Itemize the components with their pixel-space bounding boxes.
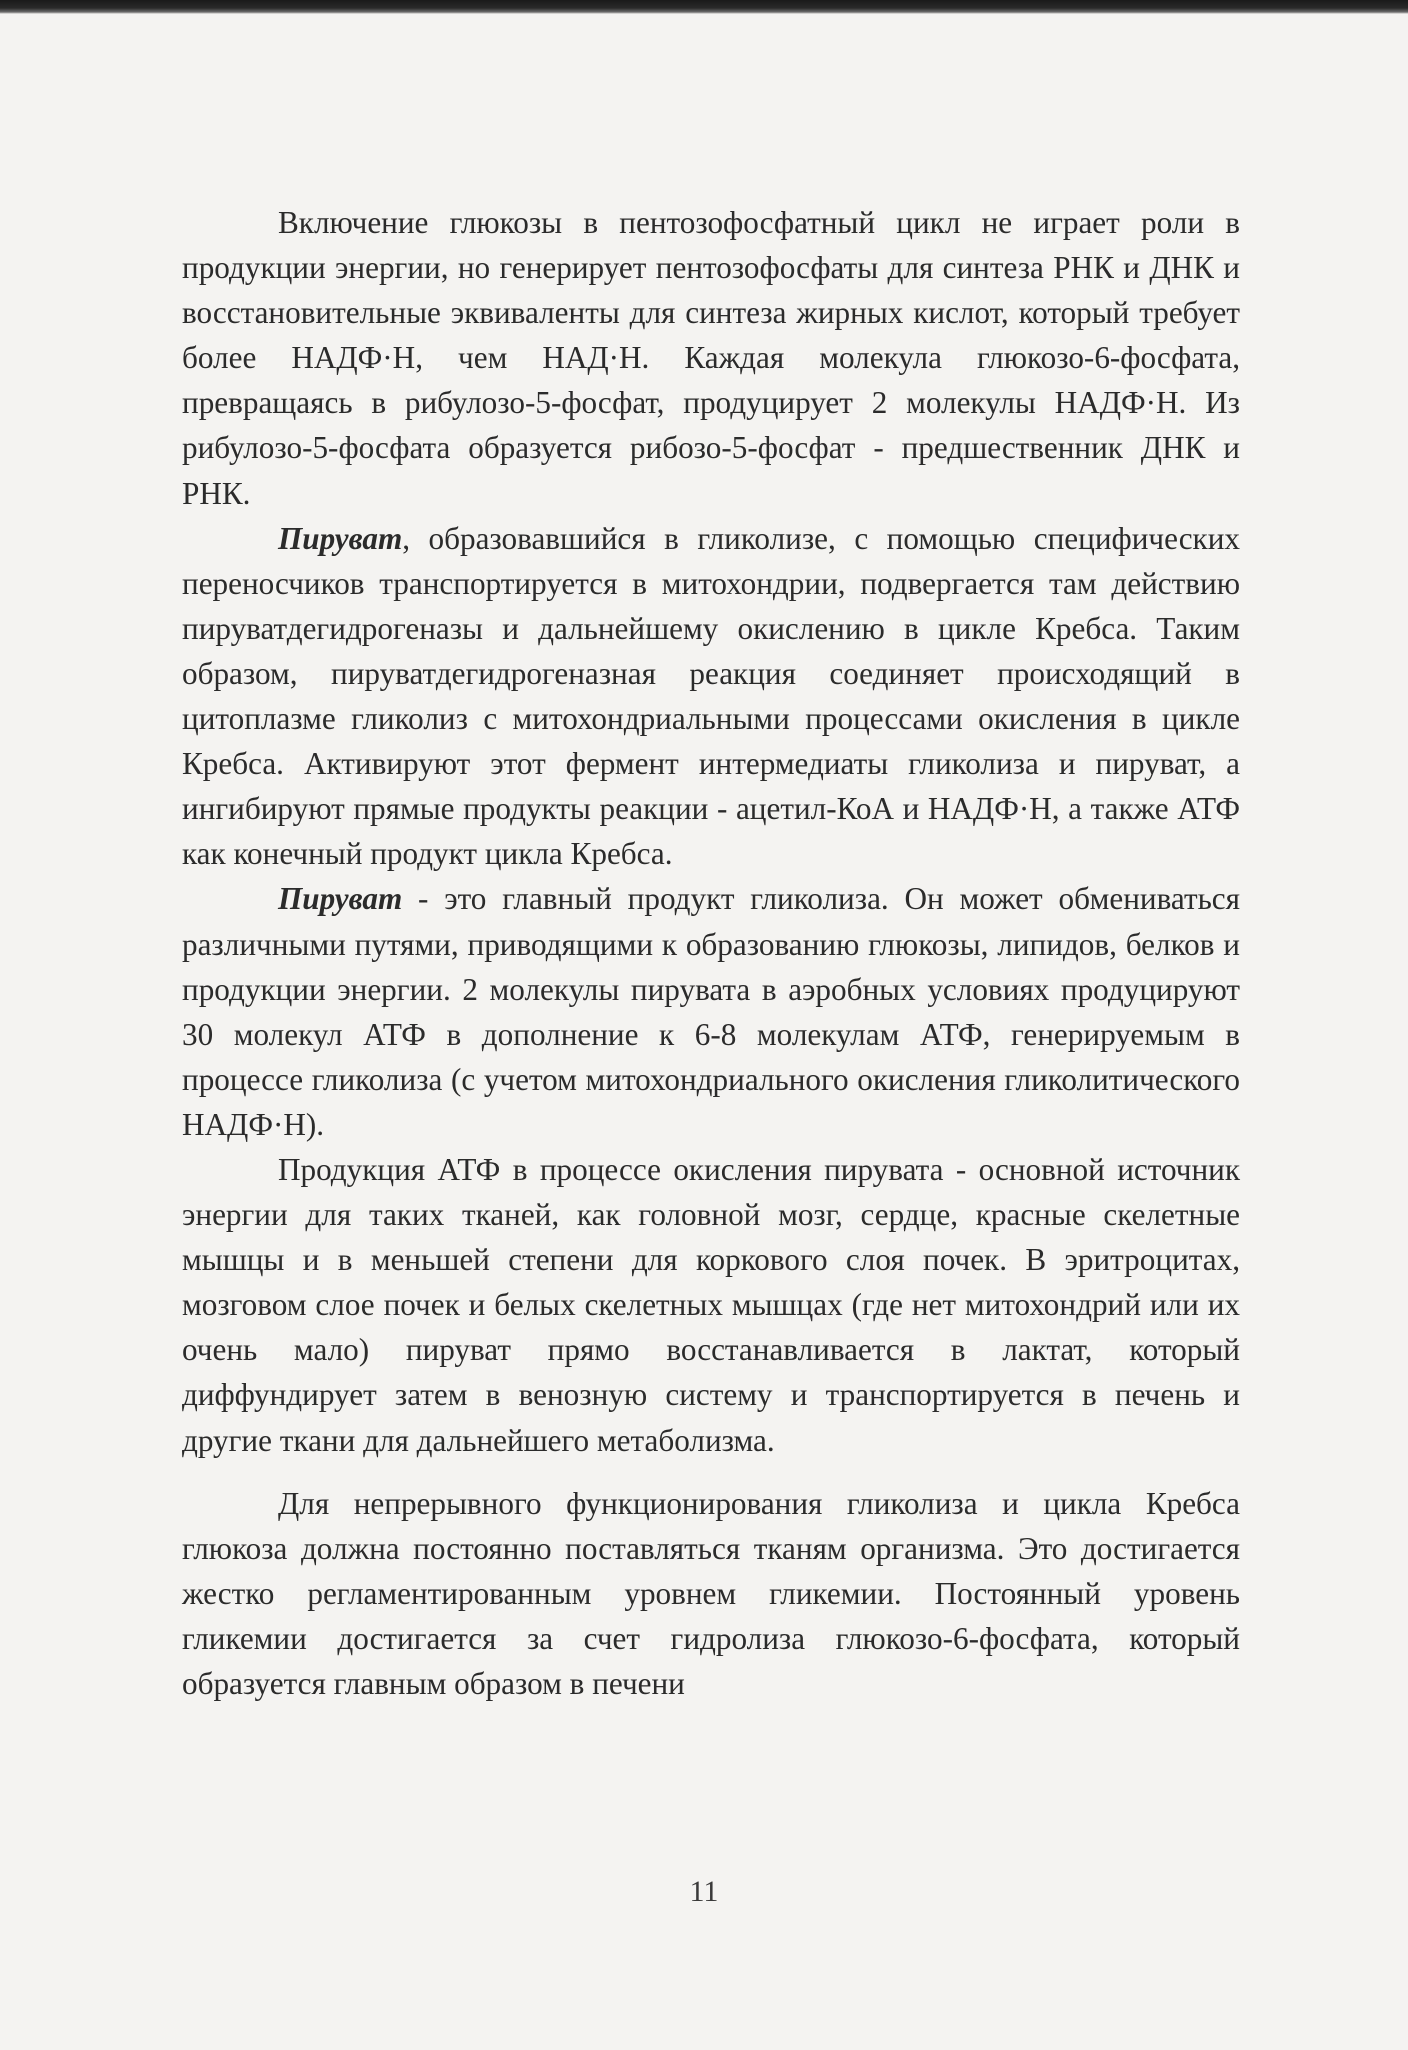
paragraph-text: Продукция АТФ в процессе окисления пирувата - основной источник энергии для таких тканей, как головной мозг, сердце, красные скелетные мышцы и в меньшей степени для коркового слоя почек. В эритроцитах, мозговом слое почек и белых скелетных мышцах (где нет митохондрий или их очень мало) пируват прямо восстанавливается в лактат, который диффундирует затем в венозную систему и транспортируется в печень и другие ткани для дальнейшего метаболизма.: [182, 1151, 1240, 1458]
page-number: 11: [689, 1875, 719, 1908]
paragraph-atp-production: [182, 1147, 1240, 1463]
paragraph-pyruvate-product: [182, 876, 1240, 1147]
page-body: [182, 200, 1240, 1706]
scan-edge: [0, 0, 1408, 14]
paragraph-glycemia: [182, 1481, 1240, 1706]
paragraph-text: , образовавшийся в гликолизе, с помощью специфических переносчиков транспортируется в митохондрии, подвергается там действию пируватдегидрогеназы и дальнейшему окислению в цикле Кребса. Таким образом, пируватдегидрогеназная реакция соединяет происходящий в цитоплазме гликолиз с митохондриальными процессами окисления в цикле Кребса. Активируют этот фермент интермедиаты гликолиза и пируват, а ингибируют прямые продукты реакции - ацетил-КоА и НАДФ·Н, а также АТФ как конечный продукт цикла Кребса.: [182, 520, 1240, 872]
paragraph-text: Включение глюкозы в пентозофосфатный цикл не играет роли в продукции энергии, но генерирует пентозофосфаты для синтеза РНК и ДНК и восстановительные эквиваленты для синтеза жирных кислот, который требует более НАДФ·Н, чем НАД·Н. Каждая молекула глюкозо-6-фосфата, превращаясь в рибулозо-5-фосфат, продуцирует 2 молекулы НАДФ·Н. Из рибулозо-5-фосфата образуется рибозо-5-фосфат - предшественник ДНК и РНК.: [182, 205, 1240, 511]
paragraph-pyruvate-transport: [182, 516, 1240, 877]
paragraph-text: - это главный продукт гликолиза. Он может обмениваться различными путями, приводящими к образованию глюкозы, липидов, белков и продукции энергии. 2 молекулы пирувата в аэробных условиях продуцируют 30 молекул АТФ в дополнение к 6-8 молекулам АТФ, генерируемым в процессе гликолиза (с учетом митохондриального окисления гликолитического НАДФ·Н).: [182, 881, 1240, 1142]
term-pyruvate: Пируват: [278, 520, 403, 556]
paragraph-pentose-cycle: [182, 200, 1240, 516]
paragraph-text: Для непрерывного функционирования гликолиза и цикла Кребса глюкоза должна постоянно поставляться тканям организма. Это достигается жестко регламентированным уровнем гликемии. Постоянный уровень гликемии достигается за счет гидролиза глюкозо-6-фосфата, который образуется главным образом в печени: [182, 1485, 1240, 1701]
term-pyruvate: Пируват: [278, 881, 403, 917]
